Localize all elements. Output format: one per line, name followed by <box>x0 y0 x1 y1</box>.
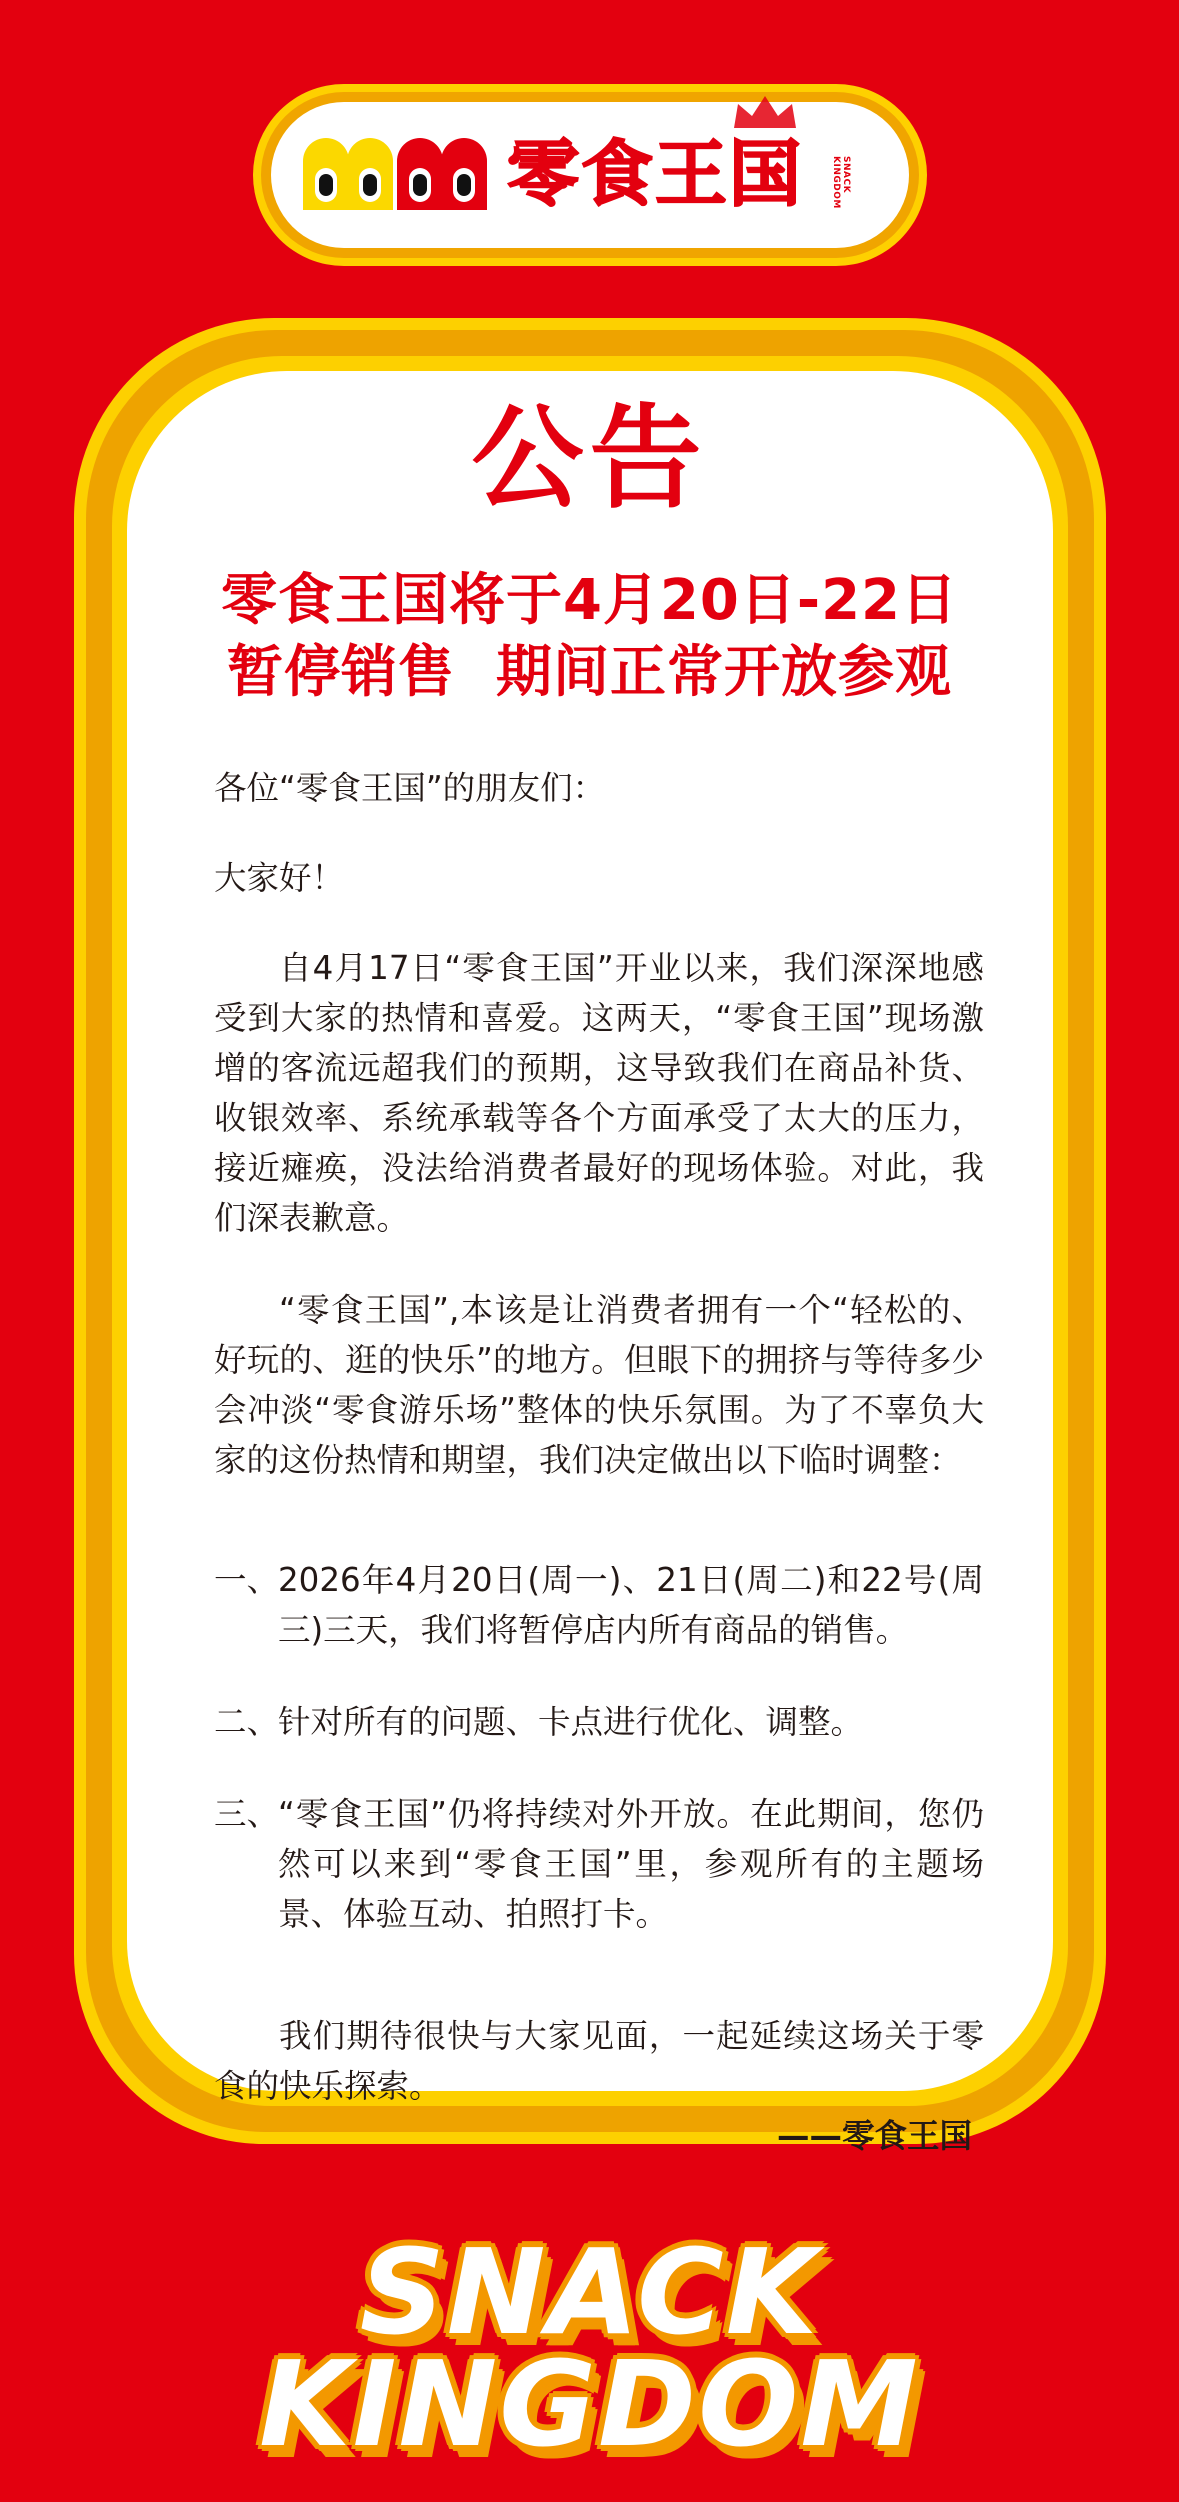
list-item-1 <box>214 1555 984 1655</box>
list-item-text: 2026年4月20日(周一)、21日(周二)和22号(周三)三天，我们将暂停店内所有商品的销售。 <box>278 1561 984 1649</box>
snack-kingdom-wordmark <box>0 2223 1179 2473</box>
list-item-3 <box>214 1789 984 1939</box>
logo-subtitle-en: SNACK KINGDOM <box>831 156 851 209</box>
paragraph-2: “零食王国”,本该是让消费者拥有一个“轻松的、好玩的、逛的快乐”的地方。但眼下的拥挤与等待多少会冲淡“零食游乐场”整体的快乐氛围。为了不辜负大家的这份热情和期望，我们决定做出以下临时调整： <box>214 1291 984 1479</box>
notice-headline <box>0 565 1179 709</box>
list-item-number: 一、 <box>214 1561 280 1599</box>
signature: ——零食王国 <box>776 2117 972 2155</box>
notice-body <box>214 763 984 2161</box>
salutation: 各位“零食王国”的朋友们： <box>214 769 606 807</box>
logo-wordmark-cn: 零食王国 <box>507 132 804 216</box>
crown-icon <box>730 94 800 130</box>
notice-title: 公告 <box>471 394 708 524</box>
list-item-2 <box>214 1697 984 1747</box>
brand-logo <box>253 84 927 266</box>
red-mascot-icon <box>397 138 487 210</box>
headline-line-2: 暂停销售 期间正常开放参观 <box>227 640 952 705</box>
list-item-text: “零食王国”仍将持续对外开放。在此期间，您仍然可以来到“零食王国”里，参观所有的主题场景、体验互动、拍照打卡。 <box>278 1795 984 1933</box>
list-item-text: 针对所有的问题、卡点进行优化、调整。 <box>278 1703 864 1741</box>
yellow-mascot-icon <box>303 138 393 210</box>
logo-content <box>303 124 873 224</box>
paragraph-1: 自4月17日“零食王国”开业以来，我们深深地感受到大家的热情和喜爱。这两天，“零食王国”现场激增的客流远超我们的预期，这导致我们在商品补货、收银效率、系统承载等各个方面承受了太大的压力，接近瘫痪，没法给消费者最好的现场体验。对此，我们深表歉意。 <box>214 949 984 1237</box>
closing-paragraph: 我们期待很快与大家见面，一起延续这场关于零食的快乐探索。 <box>214 2017 984 2105</box>
wordmark-line-1: SNACK <box>359 2223 820 2361</box>
headline-line-1: 零食王国将于4月20日-22日 <box>220 568 959 633</box>
list-item-number: 三、 <box>214 1795 280 1833</box>
greeting: 大家好！ <box>214 859 345 897</box>
wordmark-line-2: KINGDOM <box>259 2335 920 2473</box>
list-item-number: 二、 <box>214 1703 280 1741</box>
